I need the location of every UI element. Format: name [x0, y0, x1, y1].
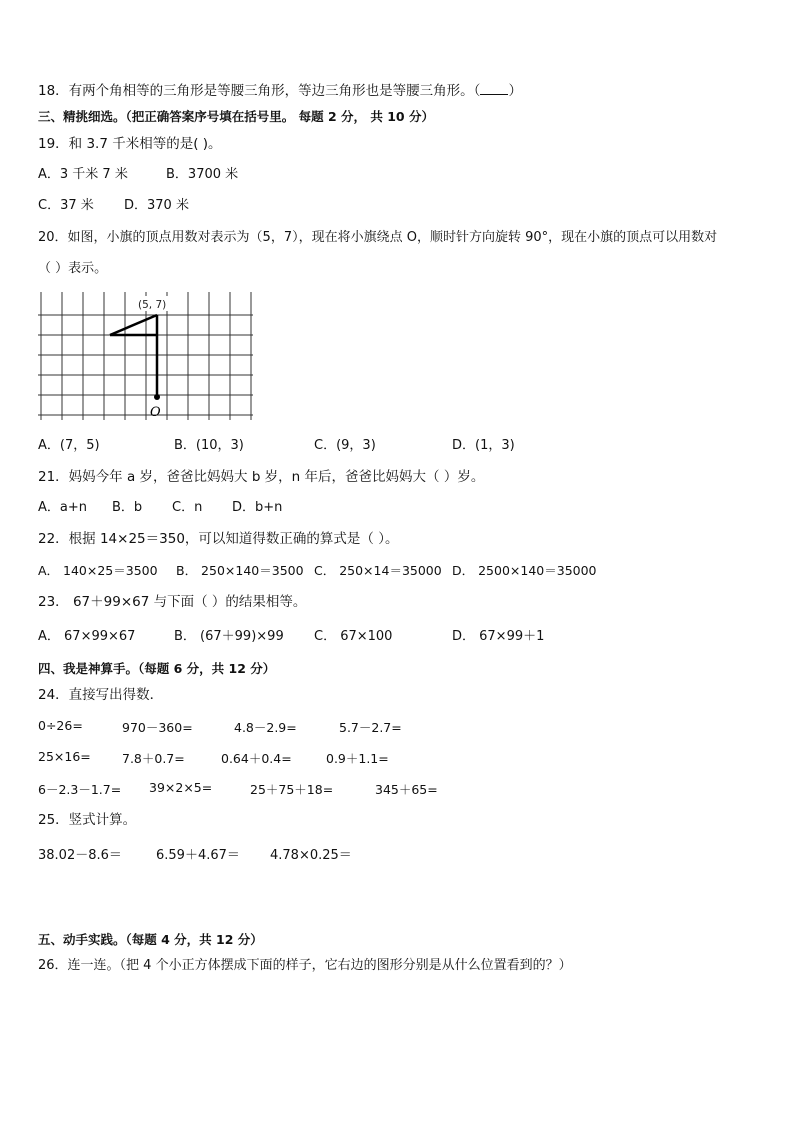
- section-3-heading: 三、精挑细选。（把正确答案序号填在括号里。 每题 2 分， 共 10 分）: [38, 109, 434, 124]
- problem: 39×2×5=: [149, 780, 213, 795]
- origin-label: O: [150, 405, 161, 420]
- question-23: 23． 67＋99×67 与下面（ ）的结果相等。: [38, 594, 307, 610]
- question-19: 19．和 3.7 千米相等的是( )。: [38, 136, 222, 152]
- option-a: A．(7，5): [38, 438, 100, 453]
- option-b: B．(10，3): [174, 438, 244, 453]
- option-c: C．(9，3): [314, 438, 376, 453]
- option-d: D． 2500×140＝35000: [452, 563, 597, 578]
- problem: 345＋65=: [375, 782, 438, 797]
- problem: 4.8－2.9=: [234, 720, 297, 735]
- vertex-label: (5, 7): [138, 299, 167, 311]
- problem: 970－360=: [122, 720, 193, 735]
- option-a: A．3 千米 7 米: [38, 167, 128, 182]
- mental-math-row-1: [38, 718, 758, 736]
- option-a: A． 140×25＝3500: [38, 563, 158, 578]
- answer-blank[interactable]: [480, 82, 508, 95]
- option-c: C．n: [172, 500, 203, 515]
- mental-math-row-2: [38, 749, 758, 767]
- problem: 0.9＋1.1=: [326, 751, 389, 766]
- problem: 5.7－2.7=: [339, 720, 402, 735]
- question-24: 24．直接写出得数．: [38, 687, 164, 703]
- problem: 38.02－8.6＝: [38, 848, 122, 863]
- question-18-end: ）: [508, 83, 522, 99]
- option-a: A．a+n: [38, 500, 87, 515]
- question-20-line2: （ ）表示。: [38, 261, 108, 276]
- question-18-text: 18．有两个角相等的三角形是等腰三角形，等边三角形也是等腰三角形。（: [38, 83, 481, 99]
- option-d: D． 67×99＋1: [452, 629, 545, 644]
- option-d: D．(1，3): [452, 438, 515, 453]
- problem: 0÷26=: [38, 718, 83, 733]
- vertical-calc-row: [38, 844, 758, 862]
- option-b: B．b: [112, 500, 143, 515]
- problem: 7.8＋0.7=: [122, 751, 185, 766]
- mental-math-row-3: [38, 780, 758, 798]
- option-d: D．b+n: [232, 500, 283, 515]
- option-b: B． (67＋99)×99: [174, 629, 284, 644]
- question-20-line1: 20．如图，小旗的顶点用数对表示为（5，7），现在将小旗绕点 O，顺时针方向旋转 90°，现在小旗的顶点可以用数对: [38, 230, 718, 245]
- problem: 25＋75＋18=: [250, 782, 334, 797]
- option-c: C． 250×14＝35000: [314, 563, 442, 578]
- problem: 6.59＋4.67＝: [156, 848, 240, 863]
- problem: 25×16=: [38, 749, 91, 764]
- question-21: 21．妈妈今年 a 岁，爸爸比妈妈大 b 岁，n 年后，爸爸比妈妈大（ ）岁。: [38, 469, 485, 485]
- flag-grid-figure: [38, 292, 258, 424]
- question-22: 22．根据 14×25＝350，可以知道得数正确的算式是（ ）。: [38, 531, 399, 547]
- option-b: B．3700 米: [166, 167, 239, 182]
- section-4-heading: 四、我是神算手。（每题 6 分，共 12 分）: [38, 661, 276, 676]
- option-a: A． 67×99×67: [38, 629, 136, 644]
- option-c: C．37 米: [38, 198, 94, 213]
- question-25: 25．竖式计算。: [38, 812, 137, 828]
- option-b: B． 250×140＝3500: [176, 563, 304, 578]
- option-d: D．370 米: [124, 198, 189, 213]
- question-26: 26．连一连。（把 4 个小正方体摆成下面的样子，它右边的图形分别是从什么位置看到的？）: [38, 958, 572, 973]
- problem: 0.64＋0.4=: [221, 751, 292, 766]
- section-5-heading: 五、动手实践。（每题 4 分，共 12 分）: [38, 932, 263, 947]
- option-c: C． 67×100: [314, 629, 393, 644]
- problem: 6－2.3－1.7=: [38, 782, 122, 797]
- problem: 4.78×0.25＝: [270, 848, 352, 863]
- question-18: [38, 82, 522, 100]
